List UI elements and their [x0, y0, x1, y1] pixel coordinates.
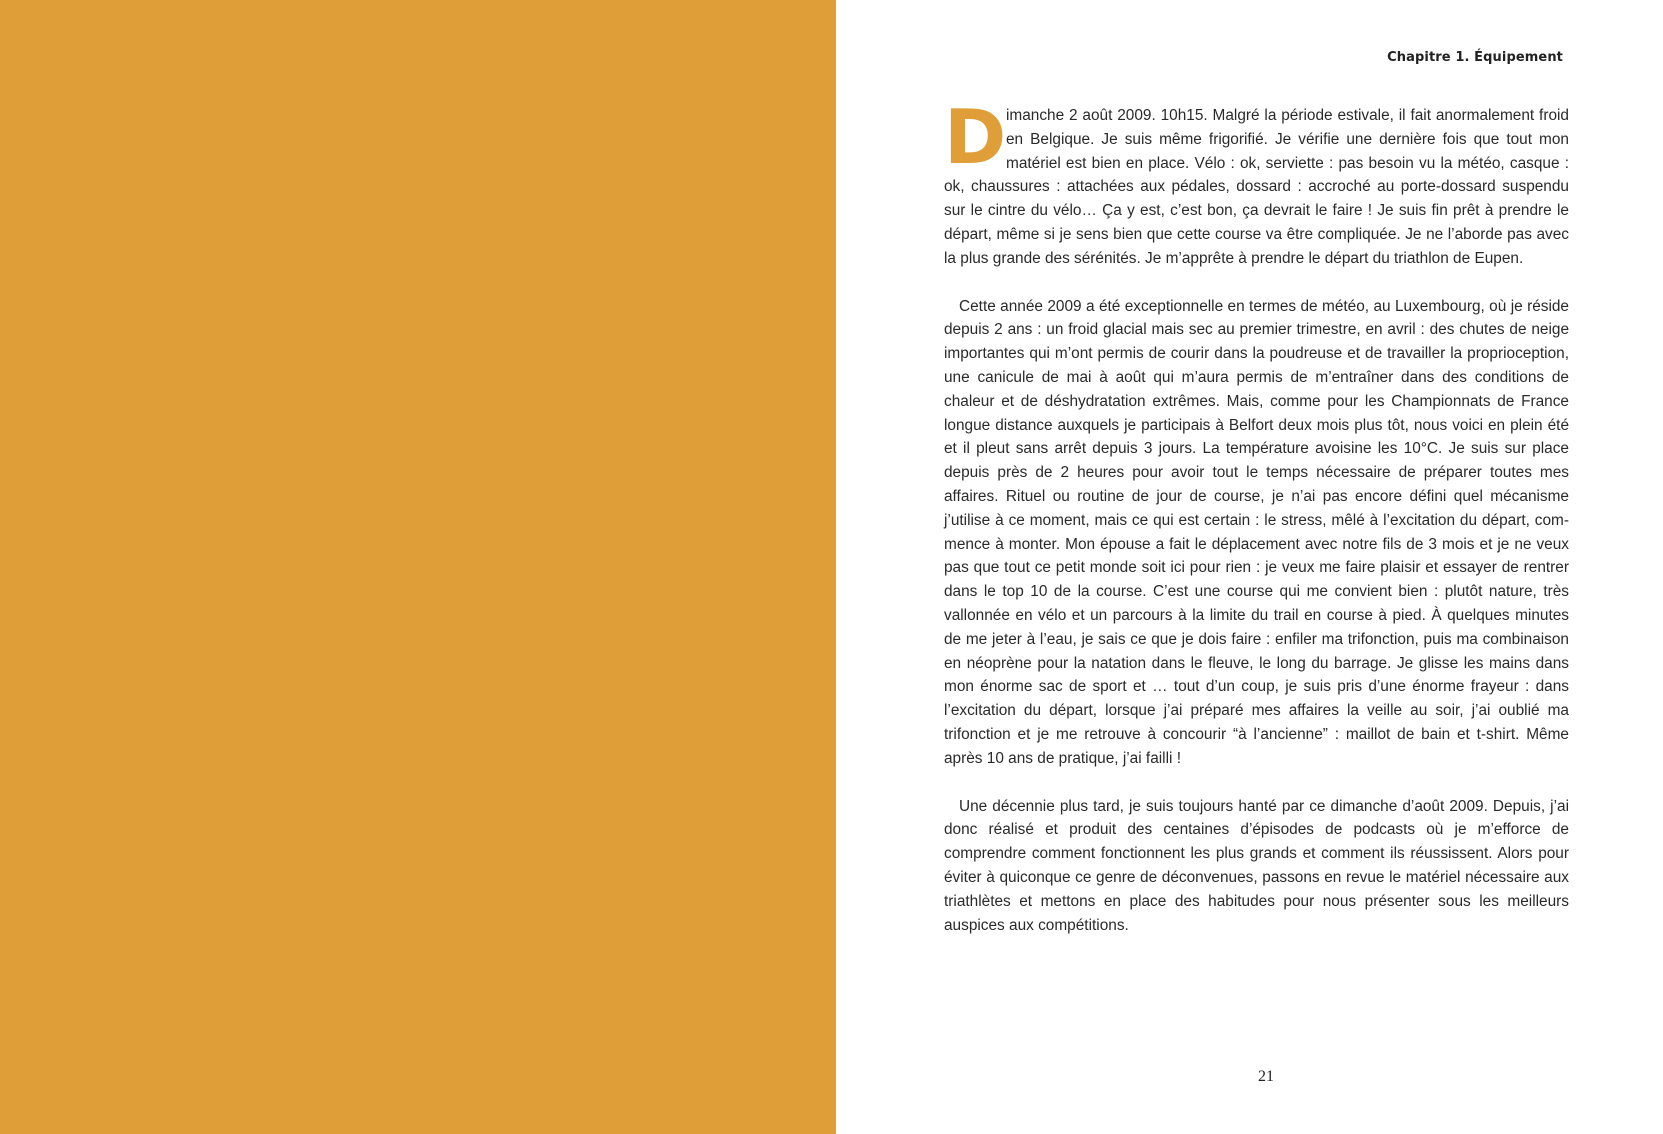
drop-cap: D: [944, 93, 1007, 181]
page-number: 21: [1258, 1068, 1274, 1085]
body-text: [944, 93, 1569, 937]
paragraph-2: Cette année 2009 a été exceptionnelle en termes de météo, au Luxembourg, où je réside depuis 2 ans : un froid glacial mais sec au premier trimestre, en avril : des chutes de neige importantes qui m’ont permis de courir dans la poudreuse et de travailler la proprioception, une canicule de mai à août qui m’aura permis de m’entraîner dans des conditions de chaleur et de déshydratation extrêmes. Mais, comme pour les Championnats de France longue distance auxquels je participais à Belfort deux mois plus tôt, nous voici en plein été et il pleut sans arrêt depuis 3 jours. La température avoisine les 10°C. Je suis sur place depuis près de 2 heures pour avoir tout le temps nécessaire de préparer toutes mes affaires. Rituel ou routine de jour de course, je n’ai pas encore défini quel mécanisme j’utilise à ce moment, mais ce qui est certain : le stress, mêlé à l’excitation du départ, commence à monter. Mon épouse a fait le déplacement avec notre fils de 3 mois et je ne veux pas que tout ce petit monde soit ici pour rien : je veux me faire plaisir et essayer de rentrer dans le top 10 de la course. C’est une course qui me convient bien : plutôt nature, très vallonnée en vélo et un parcours à la limite du trail en course à pied. À quelques minutes de me jeter à l’eau, je sais ce que je dois faire : enfiler ma trifonction, puis ma combinaison en néoprène pour la natation dans le fleuve, le long du barrage. Je glisse les mains dans mon énorme sac de sport et … tout d’un coup, je suis pris d’une énorme frayeur : dans l’excitation du départ, lorsque j’ai préparé mes affaires la veille au soir, j’ai oublié ma trifonction et je me retrouve à concourir “à l’ancienne” : maillot de bain et t-shirt. Même après 10 ans de pratique, j’ai failli !: [944, 297, 1569, 767]
paragraph-3: Une décennie plus tard, je suis toujours hanté par ce dimanche d’août 2009. Depuis, j’ai donc réalisé et produit des centaines d’épisodes de podcasts où je m’efforce de comprendre comment fonctionnent les plus grands et comment ils réussissent. Alors pour éviter à quiconque ce genre de déconvenues, passons en revue le matériel nécessaire aux triathlètes et mettons en place des habitudes pour nous présenter sous les meilleurs auspices aux compétitions.: [944, 797, 1569, 934]
paragraph-1-text: imanche 2 août 2009. 10h15. Malgré la période estivale, il fait anormalement froid en Belgique. Je suis même frigorifié. Je vérifie une dernière fois que tout mon matériel est bien en place. Vélo : ok, serviette : pas besoin vu la météo, casque : ok, chaussures : attachées aux pédales, dossard : accroché au porte-dossard suspendu sur le cintre du vélo… Ça y est, c’est bon, ça devrait le faire ! Je suis fin prêt à prendre le départ, même si je sens bien que cette course va être compliquée. Je ne l’aborde pas avec la plus grande des sérénités. Je m’apprête à prendre le départ du triathlon de Eupen.: [944, 107, 1569, 267]
chapter-running-header: Chapitre 1. Équipement: [1387, 50, 1563, 65]
paragraph-1: [944, 93, 1569, 271]
right-page: [836, 0, 1663, 1134]
